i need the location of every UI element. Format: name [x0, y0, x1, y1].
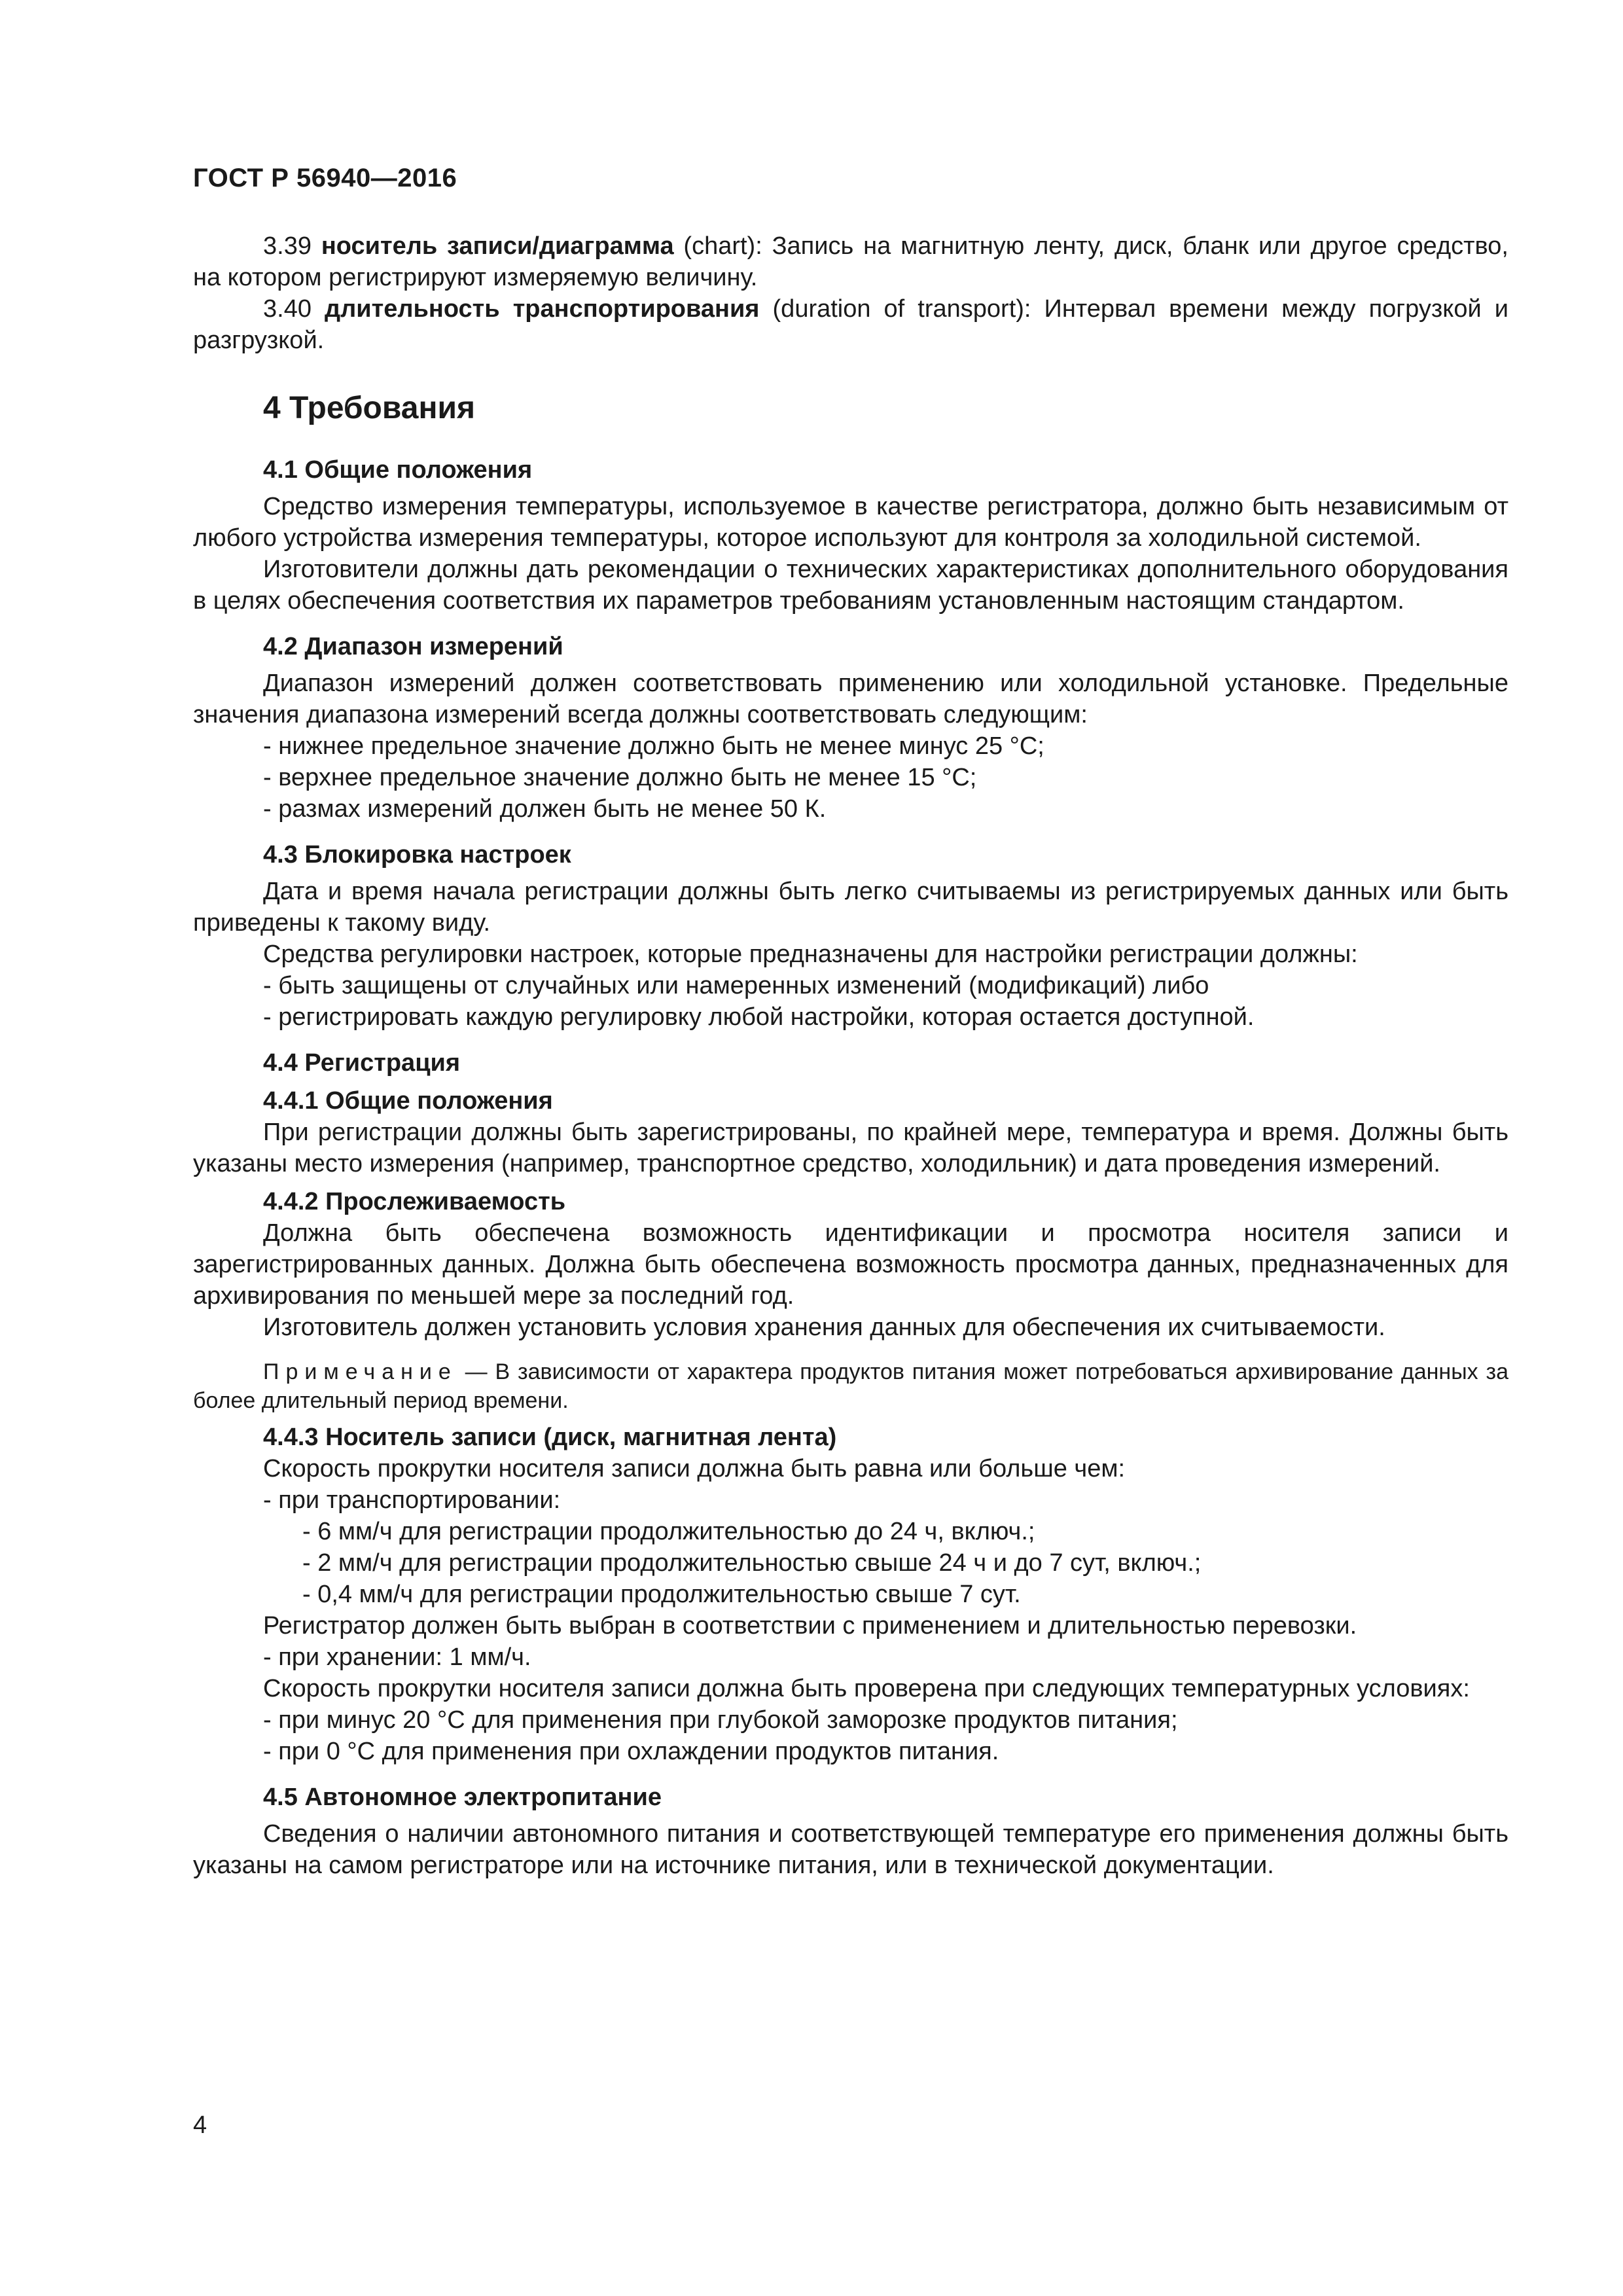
paragraph: Изготовитель должен установить условия хранения данных для обеспечения их считываемости.: [263, 1314, 1385, 1341]
sub-list-item: - 6 мм/ч для регистрации продолжительностью до 24 ч, включ.;: [302, 1518, 1035, 1545]
term-name: носитель записи/диаграмма: [321, 232, 674, 260]
heading-4-2: 4.2 Диапазон измерений: [263, 633, 563, 660]
list-item: - при транспортировании:: [263, 1486, 561, 1514]
list-item: - при минус 20 °С для применения при глубокой заморозке продуктов питания;: [263, 1706, 1178, 1734]
heading-4-5: 4.5 Автономное электропитание: [263, 1784, 662, 1811]
heading-4-3: 4.3 Блокировка настроек: [263, 841, 571, 869]
section-4-title: 4 Требования: [263, 391, 475, 425]
paragraph: Изготовители должны дать рекомендации о технических характеристиках дополнительного оборудования в целях обеспечения соответствия их параметров требованиям установленным настоящим стандартом.: [193, 556, 1508, 615]
heading-4-1: 4.1 Общие положения: [263, 456, 533, 484]
term-definition: (chart): Запись на магнитную ленту, диск, бланк или другое средство, на котором регистрируют измеряемую величину.: [193, 232, 1508, 291]
heading-4-4: 4.4 Регистрация: [263, 1049, 461, 1077]
list-item: - верхнее предельное значение должно быть не менее 15 °С;: [263, 764, 977, 791]
paragraph: Скорость прокрутки носителя записи должна быть проверена при следующих температурных условиях:: [263, 1675, 1470, 1702]
document-header: ГОСТ Р 56940—2016: [193, 164, 457, 192]
list-item: - при 0 °С для применения при охлаждении продуктов питания.: [263, 1738, 999, 1765]
sub-list-item: - 0,4 мм/ч для регистрации продолжительностью свыше 7 сут.: [302, 1581, 1021, 1608]
paragraph: Средства регулировки настроек, которые предназначены для настройки регистрации должны:: [263, 941, 1358, 968]
term-name: длительность транспортирования: [325, 295, 760, 323]
term-3-40: [193, 293, 1508, 356]
sub-list-item: - 2 мм/ч для регистрации продолжительностью свыше 24 ч и до 7 сут, включ.;: [302, 1549, 1202, 1577]
paragraph: При регистрации должны быть зарегистрированы, по крайней мере, температура и время. Должны быть указаны место измерения (например, транспортное средство, холодильник) и дата проведения измерений.: [193, 1119, 1508, 1177]
heading-4-4-3: 4.4.3 Носитель записи (диск, магнитная лента): [263, 1424, 837, 1451]
note: [193, 1357, 1508, 1415]
term-definition: (duration of transport): Интервал времени между погрузкой и разгрузкой.: [193, 295, 1508, 354]
paragraph: Диапазон измерений должен соответствовать применению или холодильной установке. Предельные значения диапазона измерений всегда должны соответствовать следующим:: [193, 670, 1508, 728]
paragraph: Дата и время начала регистрации должны быть легко считываемы из регистрируемых данных или быть приведены к такому виду.: [193, 878, 1508, 937]
paragraph: Должна быть обеспечена возможность идентификации и просмотра носителя записи и зарегистрированных данных. Должна быть обеспечена возможность просмотра данных, предназначенных для архивирования по меньшей мере за последний год.: [193, 1219, 1508, 1310]
list-item: - быть защищены от случайных или намеренных изменений (модификаций) либо: [263, 972, 1209, 999]
list-item: - регистрировать каждую регулировку любой настройки, которая остается доступной.: [263, 1003, 1255, 1031]
heading-4-4-2: 4.4.2 Прослеживаемость: [263, 1188, 566, 1215]
paragraph: Сведения о наличии автономного питания и соответствующей температуре его применения должны быть указаны на самом регистраторе или на источнике питания, или в технической документации.: [193, 1820, 1508, 1879]
term-number: 3.39: [263, 232, 312, 260]
list-item: - при хранении: 1 мм/ч.: [263, 1643, 531, 1671]
paragraph: Средство измерения температуры, используемое в качестве регистратора, должно быть независимым от любого устройства измерения температуры, которое используют для контроля за холодильной системой.: [193, 493, 1508, 552]
paragraph: Регистратор должен быть выбран в соответствии с применением и длительностью перевозки.: [263, 1612, 1357, 1640]
term-number: 3.40: [263, 295, 312, 323]
list-item: - размах измерений должен быть не менее 50 К.: [263, 795, 827, 823]
page-number: 4: [193, 2111, 207, 2139]
note-text: — В зависимости от характера продуктов питания может потребоваться архивирование данных за более длительный период времени.: [193, 1359, 1508, 1413]
heading-4-4-1: 4.4.1 Общие положения: [263, 1087, 553, 1115]
note-label: Примечание: [263, 1359, 457, 1384]
paragraph: Скорость прокрутки носителя записи должна быть равна или больше чем:: [263, 1455, 1126, 1482]
term-3-39: [193, 230, 1508, 293]
list-item: - нижнее предельное значение должно быть не менее минус 25 °С;: [263, 732, 1044, 760]
page-body: [193, 230, 1508, 1881]
